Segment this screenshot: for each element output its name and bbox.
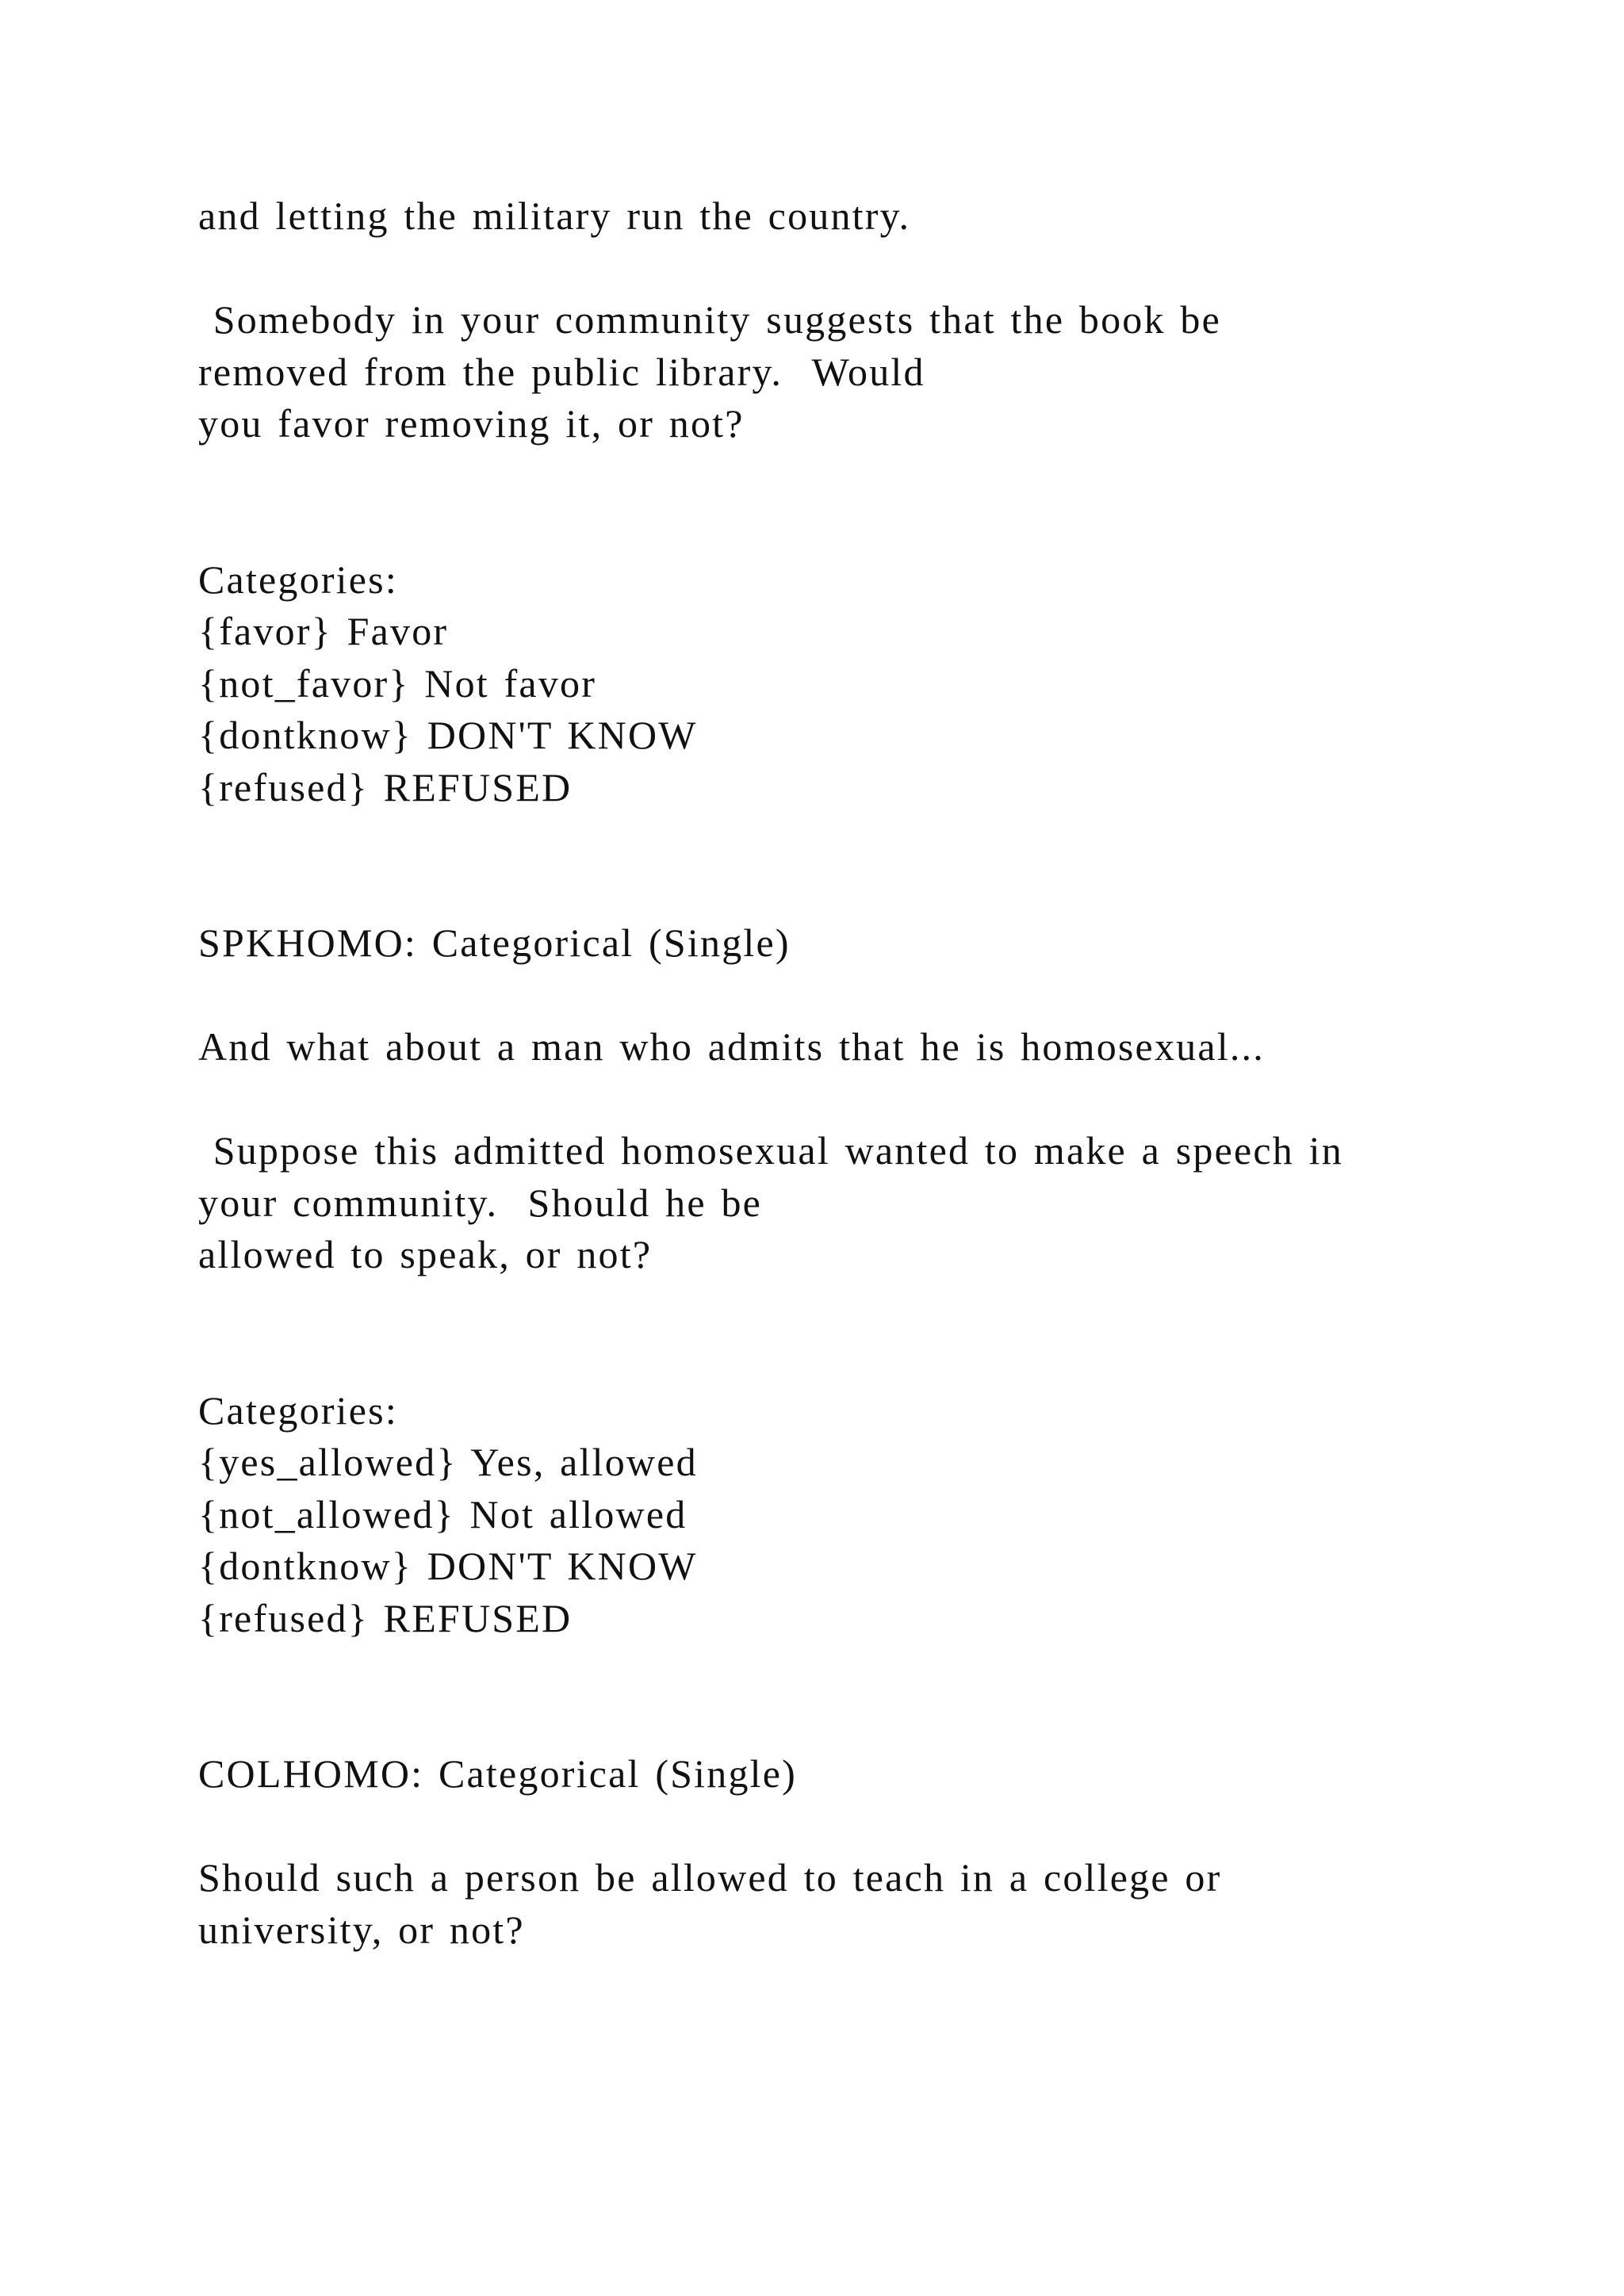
text-line: allowed to speak, or not? bbox=[198, 1232, 653, 1276]
blank-line bbox=[198, 450, 1546, 554]
categories-heading: Categories: bbox=[198, 557, 398, 602]
text-line: you favor removing it, or not? bbox=[198, 401, 745, 446]
category-item: {dontknow} DON'T KNOW bbox=[198, 713, 698, 757]
document-text bbox=[198, 190, 1546, 1956]
category-item: {dontknow} DON'T KNOW bbox=[198, 1544, 698, 1588]
category-item: {yes_allowed} Yes, allowed bbox=[198, 1440, 698, 1484]
category-item: {not_allowed} Not allowed bbox=[198, 1491, 688, 1536]
category-item: {refused} REFUSED bbox=[198, 764, 573, 809]
text-line: and letting the military run the country. bbox=[198, 193, 911, 238]
text-line: And what about a man who admits that he is homosexual... bbox=[198, 1024, 1265, 1069]
categories-heading: Categories: bbox=[198, 1387, 398, 1433]
blank-line bbox=[198, 1800, 1546, 1853]
text-line: your community. Should he be bbox=[198, 1180, 763, 1225]
blank-line bbox=[198, 970, 1546, 1022]
blank-line bbox=[198, 243, 1546, 295]
text-line: university, or not? bbox=[198, 1907, 525, 1952]
blank-line bbox=[198, 813, 1546, 917]
blank-line bbox=[198, 1073, 1546, 1126]
text-line: Somebody in your community suggests that the book be bbox=[198, 297, 1222, 342]
category-item: {not_favor} Not favor bbox=[198, 660, 597, 706]
text-line: removed from the public library. Would bbox=[198, 349, 925, 394]
category-item: {favor} Favor bbox=[198, 609, 449, 653]
blank-line bbox=[198, 1644, 1546, 1748]
text-line: Should such a person be allowed to teach in a college or bbox=[198, 1855, 1222, 1900]
blank-line bbox=[198, 1281, 1546, 1385]
variable-heading-colhomo: COLHOMO: Categorical (Single) bbox=[198, 1751, 798, 1796]
category-item: {refused} REFUSED bbox=[198, 1595, 573, 1640]
text-line: Suppose this admitted homosexual wanted to make a speech in bbox=[198, 1128, 1343, 1173]
variable-heading-spkhomo: SPKHOMO: Categorical (Single) bbox=[198, 920, 791, 965]
